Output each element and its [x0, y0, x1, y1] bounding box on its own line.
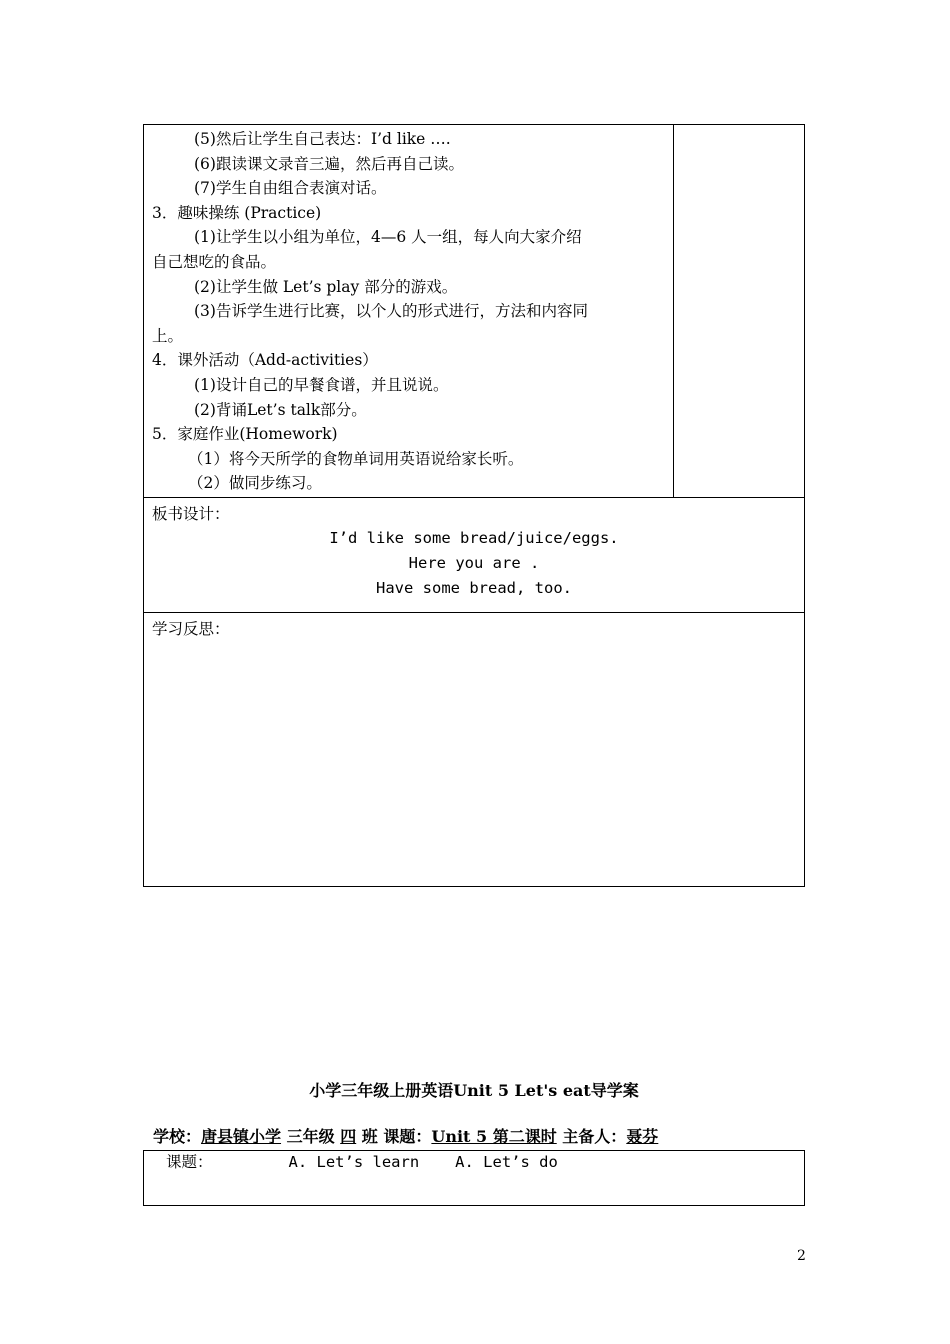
procedure-line: (2)让学生做 Let’s play 部分的游戏。 [194, 277, 458, 296]
board-line-3: Have some bread, too. [376, 579, 572, 597]
subject-part-a: A. Let’s learn [288, 1153, 420, 1171]
procedure-line: (3)告诉学生进行比赛，以个人的形式进行，方法和内容同 [194, 302, 588, 321]
board-design-label: 板书设计： [152, 505, 230, 523]
procedure-line: (5)然后让学生自己表达：I’d like …. [194, 130, 451, 148]
procedure-line: (6)跟读课文录音三遍，然后再自己读。 [194, 154, 464, 173]
subject-label: 课题： [166, 1153, 213, 1171]
procedure-line: 5．家庭作业(Homework) [152, 425, 338, 444]
subject-cell [144, 1151, 805, 1206]
procedure-line: （2）做同步练习。 [188, 474, 322, 493]
procedure-line: 3．趣味操练 (Practice) [152, 203, 322, 222]
grade-text: 三年级 [281, 1127, 341, 1146]
reflection-cell [144, 613, 805, 887]
class-suffix: 班 [356, 1127, 384, 1146]
school-label: 学校： [153, 1127, 202, 1146]
teaching-procedure-cell [144, 125, 674, 498]
topic-value: Unit 5 第二课时 [431, 1127, 557, 1146]
board-design-cell [144, 498, 805, 613]
board-line-1: I’d like some bread/juice/eggs. [329, 529, 619, 547]
class-number: 四 [340, 1127, 357, 1146]
preparer-label: 主备人： [556, 1127, 627, 1146]
lesson-plan-table [143, 124, 805, 887]
procedure-line: (1)让学生以小组为单位，4—6 人一组，每人向大家介绍 [194, 228, 582, 247]
subject-part-b: A. Let’s do [455, 1153, 558, 1171]
document-info-line [153, 1124, 658, 1147]
topic-label: 课题： [383, 1127, 432, 1146]
procedure-lines [152, 127, 667, 496]
procedure-line: 自己想吃的食品。 [152, 252, 277, 271]
school-name: 唐县镇小学 [201, 1127, 282, 1146]
reflection-label: 学习反思： [152, 620, 230, 638]
document-title: 小学三年级上册英语Unit 5 Let's eat导学案 [309, 1081, 639, 1100]
procedure-line: (2)背诵Let’s talk部分。 [194, 400, 367, 419]
procedure-line: 4．课外活动（Add-activities） [152, 351, 378, 370]
preparer-name: 聂芬 [626, 1127, 659, 1146]
subject-table [143, 1150, 805, 1206]
board-line-2: Here you are . [408, 554, 540, 572]
notes-column [674, 125, 805, 498]
page-number: 2 [797, 1248, 806, 1264]
procedure-line: （1）将今天所学的食物单词用英语说给家长听。 [188, 449, 524, 468]
procedure-line: (1)设计自己的早餐食谱，并且说说。 [194, 375, 449, 394]
procedure-line: 上。 [152, 326, 184, 345]
procedure-line: (7)学生自由组合表演对话。 [194, 179, 387, 198]
